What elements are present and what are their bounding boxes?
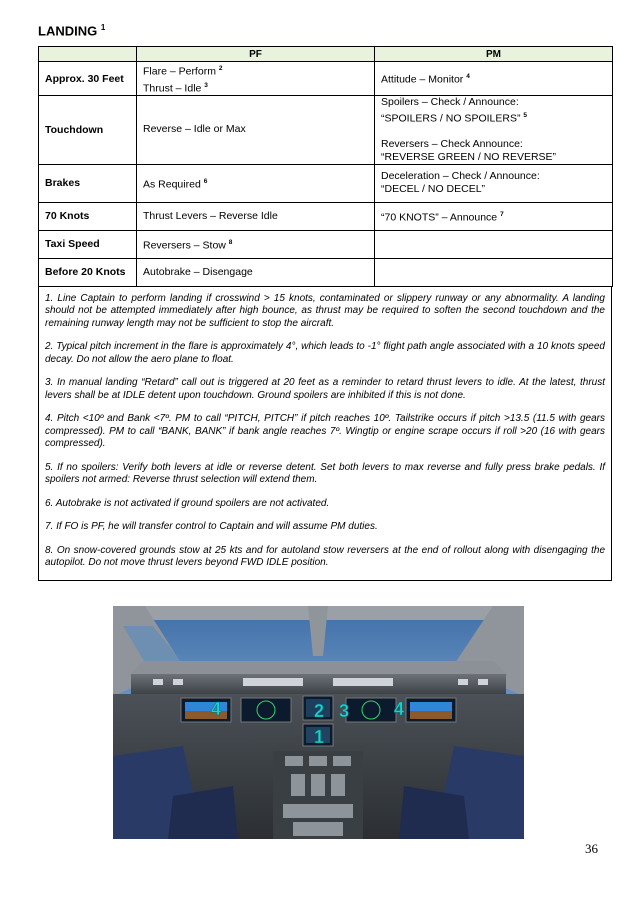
pm-line: “SPOILERS / NO SPOILERS” $^5$ [381, 112, 527, 125]
footnote-1: 1. Line Captain to perform landing if crosswind > 15 knots, contaminated or slippery runway or any abnormality. A landing should not be attempted immediately after high bounce, as thrust may be required to soften the second touchdown and the remaining runway length may not be sufficient to stop the aircraft. [45, 292, 605, 329]
table-row [39, 230, 613, 258]
footnote-6: 6. Autobrake is not activated if ground spoilers are not activated. [45, 497, 330, 509]
pf-line: Thrust Levers – Reverse Idle [143, 209, 278, 222]
pm-cell [375, 164, 613, 202]
page-title: LANDING $^1$ [38, 23, 106, 39]
footnote-8: 8. On snow-covered grounds stow at 25 kts and for autoland stow reversers at the end of rollout along with disengaging the autopilot. Do not move thrust levers beyond FWD IDLE position. [45, 544, 605, 568]
pm-line: Attitude – Monitor $^4$ [381, 73, 470, 86]
header-pm: PM [375, 47, 613, 62]
pf-cell [137, 164, 375, 202]
footnote-ref: 3 [204, 81, 208, 89]
footnote-2: 2. Typical pitch increment in the flare is approximately 4°, which leads to -1° flight path angle associated with a 10 knots speed decay. Do not allow the aero plane to float. [45, 341, 605, 365]
row-label: Before 20 Knots [39, 258, 137, 286]
pm-cell [375, 230, 613, 258]
pf-line: Reverse – Idle or Max [143, 123, 246, 136]
pm-line: Reversers – Check Announce: [381, 137, 523, 150]
pf-line: Autobrake – Disengage [143, 265, 253, 278]
pm-cell [375, 96, 613, 165]
footnotes [38, 287, 612, 581]
pm-line: Spoilers – Check / Announce: [381, 96, 519, 108]
photo-label-ewd: 2 [314, 701, 325, 721]
pf-cell [137, 230, 375, 258]
page-number: 36 [585, 841, 598, 856]
footnote-ref: 2 [218, 65, 223, 72]
photo-label-sd: 1 [314, 727, 325, 747]
row-label: Approx. 30 Feet [39, 62, 137, 96]
pm-cell [375, 258, 613, 286]
pf-cell [137, 62, 375, 96]
pm-cell [375, 202, 613, 230]
landing-procedure-table [38, 46, 612, 581]
pm-line [381, 126, 606, 138]
table-row [39, 202, 613, 230]
pf-line: As Required $^6$ [143, 177, 208, 191]
header-pf: PF [137, 47, 375, 62]
footnote-ref: 5 [523, 112, 527, 119]
table-row [39, 96, 613, 165]
footnote-ref: 4 [466, 73, 470, 81]
footnote-5: 5. If no spoilers: Verify both levers at idle or reverse detent. Set both levers to max reverse and fully press brake pedals. If spoilers not armed: Reverse thrust selection will extend them. [45, 461, 605, 485]
photo-label-pfd-left: 4 [211, 699, 222, 719]
footnote-ref: 8 [228, 238, 233, 246]
footnote-4: 4. Pitch <10º and Bank <7º. PM to call “PITCH, PITCH” if pitch reaches 10º. Tailstrike occurs if pitch >13.5 (11.5 with gears compressed). PM to call “BANK, BANK” if bank angle reaches 7º. Wingtip or engine scrape occurs if roll >20 (16 with gears compressed). [45, 413, 605, 449]
pf-cell [137, 202, 375, 230]
pf-line: Reversers – Stow $^8$ [143, 238, 233, 252]
pm-line: “DECEL / NO DECEL” [381, 183, 486, 195]
pm-line: Deceleration – Check / Announce: [381, 170, 540, 182]
row-label: 70 Knots [39, 202, 137, 230]
footnote-ref: 7 [500, 210, 504, 218]
photo-label-nd: 3 [339, 701, 350, 721]
pm-line: “70 KNOTS” – Announce $^7$ [381, 210, 504, 224]
row-label: Taxi Speed [39, 230, 137, 258]
footnote-ref: 6 [203, 177, 208, 185]
pf-line: Flare – Perform $^2$ [143, 65, 223, 78]
footnote-7: 7. If FO is PF, he will transfer control to Captain and will assume PM duties. [45, 521, 378, 532]
footnote-3: 3. In manual landing “Retard” call out is triggered at 20 feet as a reminder to retard thrust levers to idle. At the latest, thrust levers shall be at IDLE detent upon touchdown. Ground spoilers are inhibited if this is not done. [45, 377, 605, 401]
photo-label-pfd-right: 4 [394, 699, 405, 719]
header-empty [39, 47, 137, 62]
row-label: Touchdown [39, 96, 137, 165]
cockpit-photo [113, 606, 524, 839]
row-label: Brakes [39, 164, 137, 202]
cockpit-illustration [113, 606, 524, 839]
table-header-row [39, 47, 613, 62]
table-row [39, 62, 613, 96]
table-row [39, 164, 613, 202]
pf-cell [137, 96, 375, 165]
pm-cell [375, 62, 613, 96]
pf-line: Thrust – Idle $^3$ [143, 81, 208, 94]
pm-line: “REVERSE GREEN / NO REVERSE” [381, 150, 557, 163]
table-row [39, 258, 613, 286]
pf-cell [137, 258, 375, 286]
